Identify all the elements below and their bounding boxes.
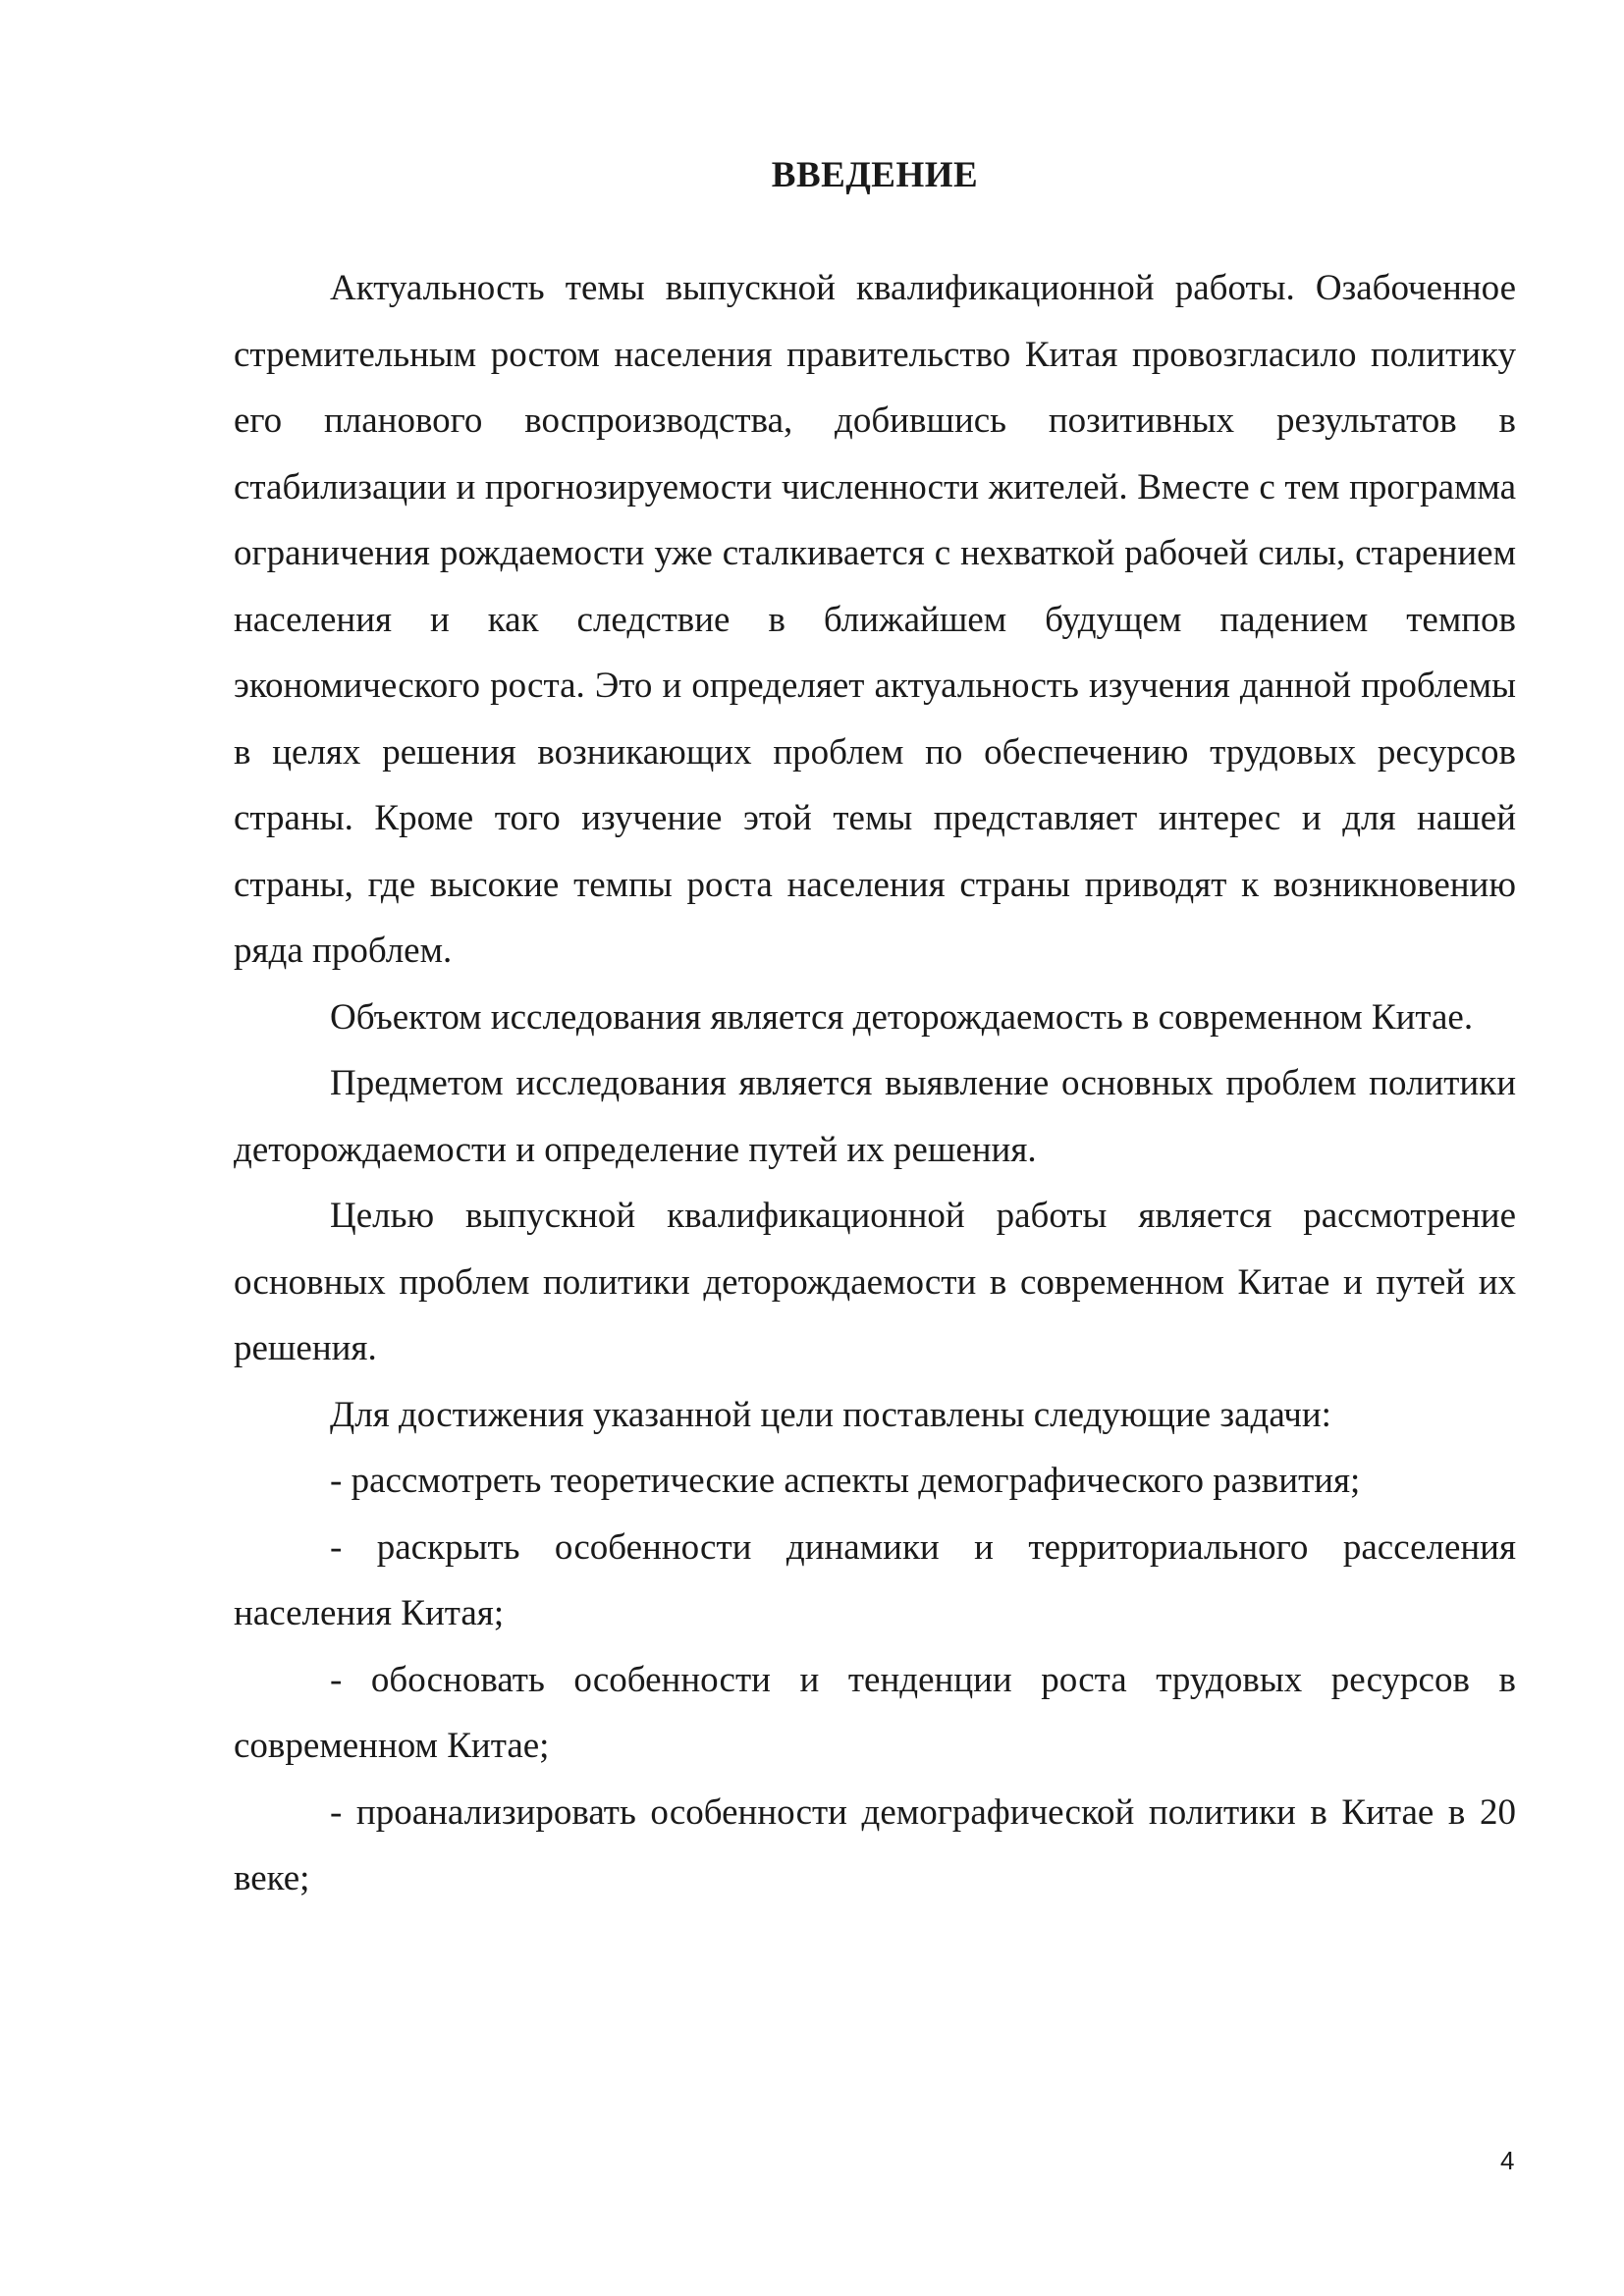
paragraph-subject: Предметом исследования является выявление основных проблем политики деторождаемости и определение путей их решения. xyxy=(234,1063,1516,1170)
paragraph-tasks-intro: Для достижения указанной цели поставлены следующие задачи: xyxy=(330,1394,1331,1435)
task-item: - проанализировать особенности демографической политики в Китае в 20 веке; xyxy=(234,1791,1516,1898)
page-content xyxy=(234,155,1516,1912)
paragraph-goal: Целью выпускной квалификационной работы является рассмотрение основных проблем политики деторождаемости в современном Китае и путей их решения. xyxy=(234,1196,1516,1368)
task-item: - раскрыть особенности динамики и территориального расселения населения Китая; xyxy=(234,1526,1516,1633)
task-item: - обосновать особенности и тенденции роста трудовых ресурсов в современном Китае; xyxy=(234,1659,1516,1766)
page-number: 4 xyxy=(1500,2146,1515,2175)
paragraph-object: Объектом исследования является деторождаемость в современном Китае. xyxy=(330,996,1474,1038)
paragraph-relevance: Актуальность темы выпускной квалификационной работы. Озабоченное стремительным ростом населения правительство Китая провозгласило политику его планового воспроизводства, добившись позитивных результатов в стабилизации и прогнозируемости численности жителей. Вместе с тем программа ограничения рождаемости уже сталкивается с нехваткой рабочей силы, старением населения и как следствие в ближайшем будущем падением темпов экономического роста. Это и определяет актуальность изучения данной проблемы в целях решения возникающих проблем по обеспечению трудовых ресурсов страны. Кроме того изучение этой темы представляет интерес и для нашей страны, где высокие темпы роста населения страны приводят к возникновению ряда проблем. xyxy=(234,268,1516,971)
task-item: - рассмотреть теоретические аспекты демографического развития; xyxy=(330,1461,1361,1501)
section-heading: ВВЕДЕНИЕ xyxy=(771,155,979,195)
